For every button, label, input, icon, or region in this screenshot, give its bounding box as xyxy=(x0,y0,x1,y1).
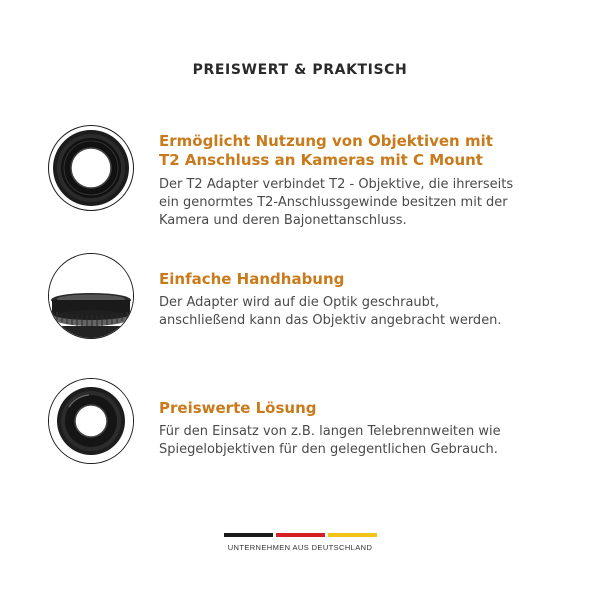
feature-title-line-2: T2 Anschluss an Kameras mit C Mount xyxy=(159,151,483,169)
adapter-ring-front-icon xyxy=(48,378,134,464)
feature-text-line-2: ein genormtes T2-Anschlussgewinde besitzen mit der xyxy=(159,195,508,210)
flag-bar-gold xyxy=(328,533,377,537)
feature-title-line-1: Ermöglicht Nutzung von Objektiven mit xyxy=(159,132,493,150)
page-title: PREISWERT & PRAKTISCH xyxy=(192,62,408,78)
feature-text-line-2: anschließend kann das Objektiv angebracht werden. xyxy=(159,313,502,328)
feature-text-line-1: Für den Einsatz von z.B. langen Telebrennweiten wie xyxy=(159,424,501,439)
flag-bar-black xyxy=(224,533,273,537)
feature-text-line-2: Spiegelobjektiven für den gelegentlichen Gebrauch. xyxy=(159,442,498,457)
feature-title-line-1: Preiswerte Lösung xyxy=(159,399,317,417)
feature-text-line-1: Der T2 Adapter verbindet T2 - Objektive, die ihrerseits xyxy=(159,177,514,192)
flag-bar-red xyxy=(276,533,325,537)
feature-title-line-1: Einfache Handhabung xyxy=(159,270,345,288)
adapter-ring-top-icon xyxy=(48,125,134,211)
adapter-ring-side-icon xyxy=(48,253,134,339)
feature-text-line-1: Der Adapter wird auf die Optik geschraubt, xyxy=(159,295,440,310)
footer-company-germany: UNTERNEHMEN AUS DEUTSCHLAND xyxy=(227,543,373,552)
feature-text-line-3: Kamera und deren Bajonettanschluss. xyxy=(159,213,407,228)
